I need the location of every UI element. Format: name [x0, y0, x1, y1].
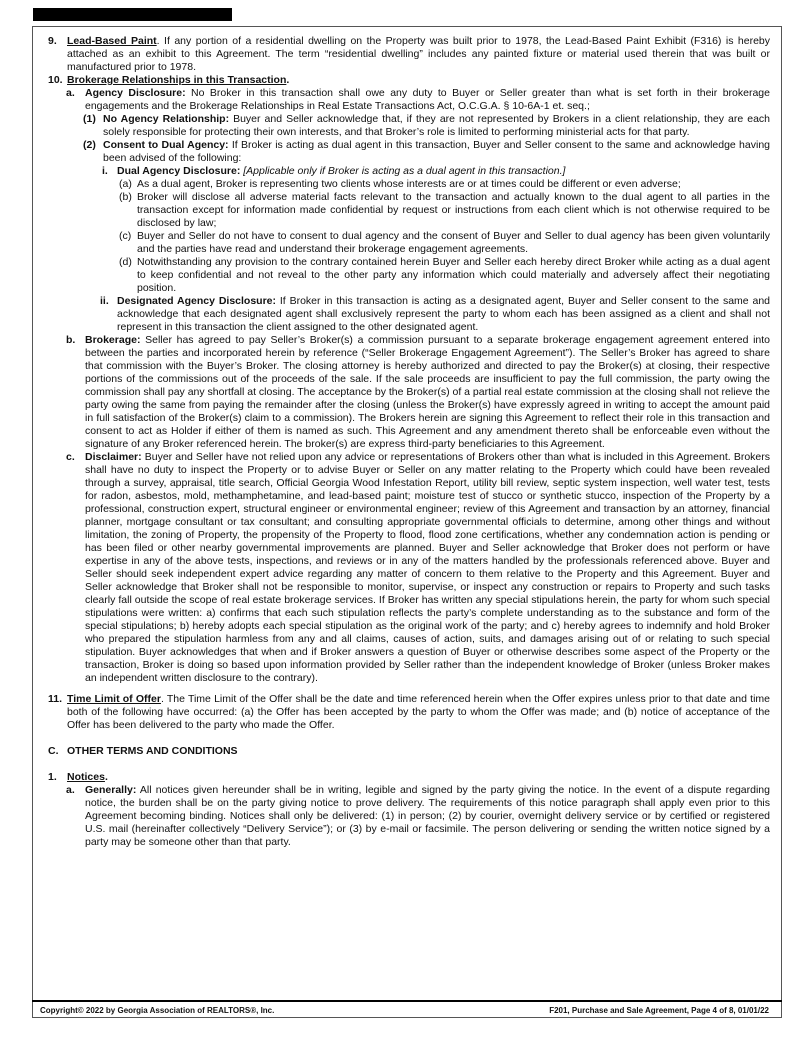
item-10a-2-ii — [45, 295, 770, 334]
title-punct: . — [104, 771, 108, 783]
text: All notices given hereunder shall be in writing, legible and signed by the party giving the notice. In the event of a dispute regarding notice, the burden shall be on the party giving notice to prove delivery. The requirements of this notice paragraph shall apply even prior to this Agreement becoming binding. Notices shall only be delivered: (1) in person; (2) by courier, overnight delivery service or by certified or registered U.S. mail (hereinafter collectively “Delivery Service”); or (3) by e-mail or facsimile. The person delivering or sending the written notice signed by a party may be someone other than that party. — [85, 784, 770, 848]
subsection-10c — [45, 451, 770, 685]
spacer — [45, 732, 770, 745]
label: Brokerage: — [85, 334, 141, 346]
footer-rule — [32, 1000, 782, 1002]
section-body — [45, 693, 770, 732]
marker: (a) — [119, 178, 132, 190]
section-10 — [45, 74, 770, 87]
section-title: Brokerage Relationships in this Transaction — [67, 74, 287, 86]
label: Dual Agency Disclosure: — [117, 165, 241, 177]
label: Agency Disclosure: — [85, 87, 186, 99]
section-text: . If any portion of a residential dwelling on the Property was built prior to 1978, the Lead-Based Paint Exhibit (F316) is hereby attached as an exhibit to this Agreement. The term “residential dwelling” includes any painted fixture or material used therein that was built or manufactured prior to 1978. — [67, 35, 771, 73]
text: Buyer and Seller have not relied upon any advice or representations of Brokers other than what is included in this Agreement. Brokers shall have no duty to inspect the Property or to advise Buyer or Seller on any matter relating to the Property which could have been revealed through a survey, appraisal, title search, Official Georgia Wood Infestation Report, utility bill review, septic system inspection, well water test, tests for radon, asbestos, mold, methamphetamine, and lead-based paint; moisture test of stucco or synthetic stucco, inspection of the Property by a professional, construction expert, structural engineer or environmental engineer; review of this Agreement and transaction by an attorney, financial planner, mortgage consultant or tax consultant; and consulting appropriate governmental officials to determine, among other things and without limitation, the zoning of Property, the propensity of the Property to flood, flood zone certifications, whether any condemnation action is pending or has been filed or other nearby governmental improvements are planned. Buyer and Seller acknowledge that Broker does not perform or have expertise in any of the above tests, inspections, and reviews or in any of the matters handled by the professionals referenced above. Buyer and Seller should seek independent expert advice regarding any matter of concern to them relative to the Property and this Agreement. Buyer and Seller acknowledge that Broker shall not be responsible to monitor, supervise, or inspect any construction or repairs to Property and such tasks clearly fall outside the scope of real estate brokerage services. If Broker has written any special stipulations herein, the party for whom such special stipulations were written: a) confirms that each such stipulation reflects the party’s complete understanding as to the substance and form of the special stipulations; b) hereby adopts each special stipulation as the original work of the party; and c) hereby agrees to indemnify and hold Broker who prepared the stipulation harmless from any and all claims, causes of action, suits, and damages arising out of or relating to such special stipulation. Buyer acknowledges that when and if Broker answers a question of Buyer or otherwise describes some aspect of the Property or the transaction, Broker is doing so based upon information provided by Seller rather than the independent knowledge of Broker (unless Broker makes an independent written disclosure to the contrary). — [85, 451, 770, 684]
marker: (1) — [83, 113, 96, 125]
label: Generally: — [85, 784, 137, 796]
text: If Broker in this transaction is acting as a designated agent, Buyer and Seller consent to the same and acknowledge that each designated agent shall exclusively represent the party to whom each has been assigned as a client and shall not represent in this transaction the client assigned to the other designated agent. — [117, 295, 770, 333]
paragraph — [85, 784, 770, 849]
label: Consent to Dual Agency: — [103, 139, 229, 151]
paragraph — [103, 113, 770, 139]
section-title: Lead-Based Paint — [67, 35, 157, 47]
marker: (c) — [119, 230, 132, 242]
text: No Broker in this transaction shall owe any duty to Buyer or Seller greater than what is set forth in their brokerage engagements and the Brokerage Relationships in Real Estate Transactions Act, O.C.G.A. § 10-6A-1 et. seq.; — [85, 87, 770, 112]
paragraph — [85, 87, 770, 113]
section-title: OTHER TERMS AND CONDITIONS — [67, 745, 238, 757]
subsection-c1a — [45, 784, 770, 849]
label: Disclaimer: — [85, 451, 142, 463]
label: Designated Agency Disclosure: — [117, 295, 277, 307]
spacer — [45, 758, 770, 771]
section-number: 9. — [48, 35, 57, 47]
paragraph — [117, 165, 770, 178]
text: Notwithstanding any provision to the contrary contained herein Buyer and Seller each hereby direct Broker while acting as a dual agent to keep confidential and not reveal to the other party any information which could materially and adversely affect their negotiating position. — [137, 256, 770, 294]
italic-note: [Applicable only if Broker is acting as a dual agent in this transaction.] — [243, 165, 566, 177]
title-punct: . — [286, 74, 290, 86]
footer-copyright: Copyright© 2022 by Georgia Association of REALTORS®, Inc. — [40, 1006, 275, 1015]
marker: b. — [66, 334, 76, 346]
marker: (2) — [83, 139, 96, 151]
item-10a-2-i-a — [45, 178, 770, 191]
section-title: Time Limit of Offer — [67, 693, 161, 705]
section-title: Notices — [67, 771, 105, 783]
paragraph — [85, 334, 770, 451]
marker: (d) — [119, 256, 132, 268]
marker: i. — [102, 165, 108, 177]
item-10a-2-i-c — [45, 230, 770, 256]
subsection-10a — [45, 87, 770, 113]
footer-form-info: F201, Purchase and Sale Agreement, Page 4 of 8, 01/01/22 — [549, 1006, 769, 1015]
section-c-1 — [45, 771, 770, 784]
item-10a-2 — [45, 139, 770, 165]
section-c — [45, 745, 770, 758]
section-heading — [45, 771, 770, 784]
marker: a. — [66, 784, 75, 796]
text: Broker will disclose all adverse material facts relevant to the transaction and actually known to the dual agent to all parties in the transaction except for information made confidential by request or instructions from each client which is not otherwise required to be disclosed by law; — [137, 191, 770, 229]
document-body — [45, 35, 770, 849]
section-11 — [45, 693, 770, 732]
redaction-bar — [33, 8, 232, 21]
text: If Broker is acting as dual agent in this transaction, Buyer and Seller consent to the same and acknowledge having been advised of the following: — [103, 139, 771, 164]
paragraph — [117, 295, 770, 334]
marker: a. — [66, 87, 75, 99]
text: As a dual agent, Broker is representing two clients whose interests are or at times could be different or even adverse; — [137, 178, 681, 190]
item-10a-1 — [45, 113, 770, 139]
text: Buyer and Seller acknowledge that, if they are not represented by Brokers in a client relationship, they are each solely responsible for protecting their own interests, and that Broker’s role is limited to performing ministerial acts for that party. — [103, 113, 770, 138]
section-9 — [45, 35, 770, 74]
marker: (b) — [119, 191, 132, 203]
label: No Agency Relationship: — [103, 113, 230, 125]
section-text: . The Time Limit of the Offer shall be the date and time referenced herein when the Offer expires unless prior to that date and time both of the following have occurred: (a) the Offer has been accepted by the party to whom the Offer was made; and (b) notice of acceptance of the Offer has been delivered to the party who made the Offer. — [67, 693, 770, 731]
item-10a-2-i-b — [45, 191, 770, 230]
spacer — [45, 685, 770, 693]
section-number: 1. — [48, 771, 57, 783]
text: Seller has agreed to pay Seller’s Broker(s) a commission pursuant to a separate brokerage engagement agreement entered into between the parties and incorporated herein by reference (“Seller Brokerage Engagement Agreement”). The Seller’s Broker has agreed to share that commission with the Buyer’s Broker. The closing attorney is hereby authorized and directed to pay the Broker(s) at closing, their respective portions of the commissions out of the proceeds of the sale. If the sale proceeds are insufficient to pay the full commission, the party owing the commission shall pay any shortfall at closing. The acceptance by the Broker(s) of a partial real estate commission at the closing shall not relieve the party owing the same from paying the remainder after the closing (unless the Broker(s) have expressly agreed in writing to accept the amount paid in full satisfaction of the Broker(s) claim to a commission). The Brokers herein are signing this Agreement to reflect their role in this transaction and consent to act as Holder if either of them is named as such. This Agreement and any amendment thereto shall be enforceable even without the signature of any Broker referenced herein. The broker(s) are express third-party beneficiaries to this Agreement. — [85, 334, 770, 450]
section-body — [45, 35, 770, 74]
section-number: 11. — [48, 693, 63, 705]
subsection-10b — [45, 334, 770, 451]
item-10a-2-i-d — [45, 256, 770, 295]
section-number: 10. — [48, 74, 63, 86]
item-10a-2-i — [45, 165, 770, 178]
marker: ii. — [100, 295, 109, 307]
section-heading — [45, 74, 770, 87]
text: Buyer and Seller do not have to consent to dual agency and the consent of Buyer and Seller to dual agency has been given voluntarily and the parties have read and understand their brokerage engagement agreements. — [137, 230, 770, 255]
section-marker: C. — [48, 745, 59, 757]
paragraph — [85, 451, 770, 685]
paragraph — [103, 139, 770, 165]
marker: c. — [66, 451, 75, 463]
